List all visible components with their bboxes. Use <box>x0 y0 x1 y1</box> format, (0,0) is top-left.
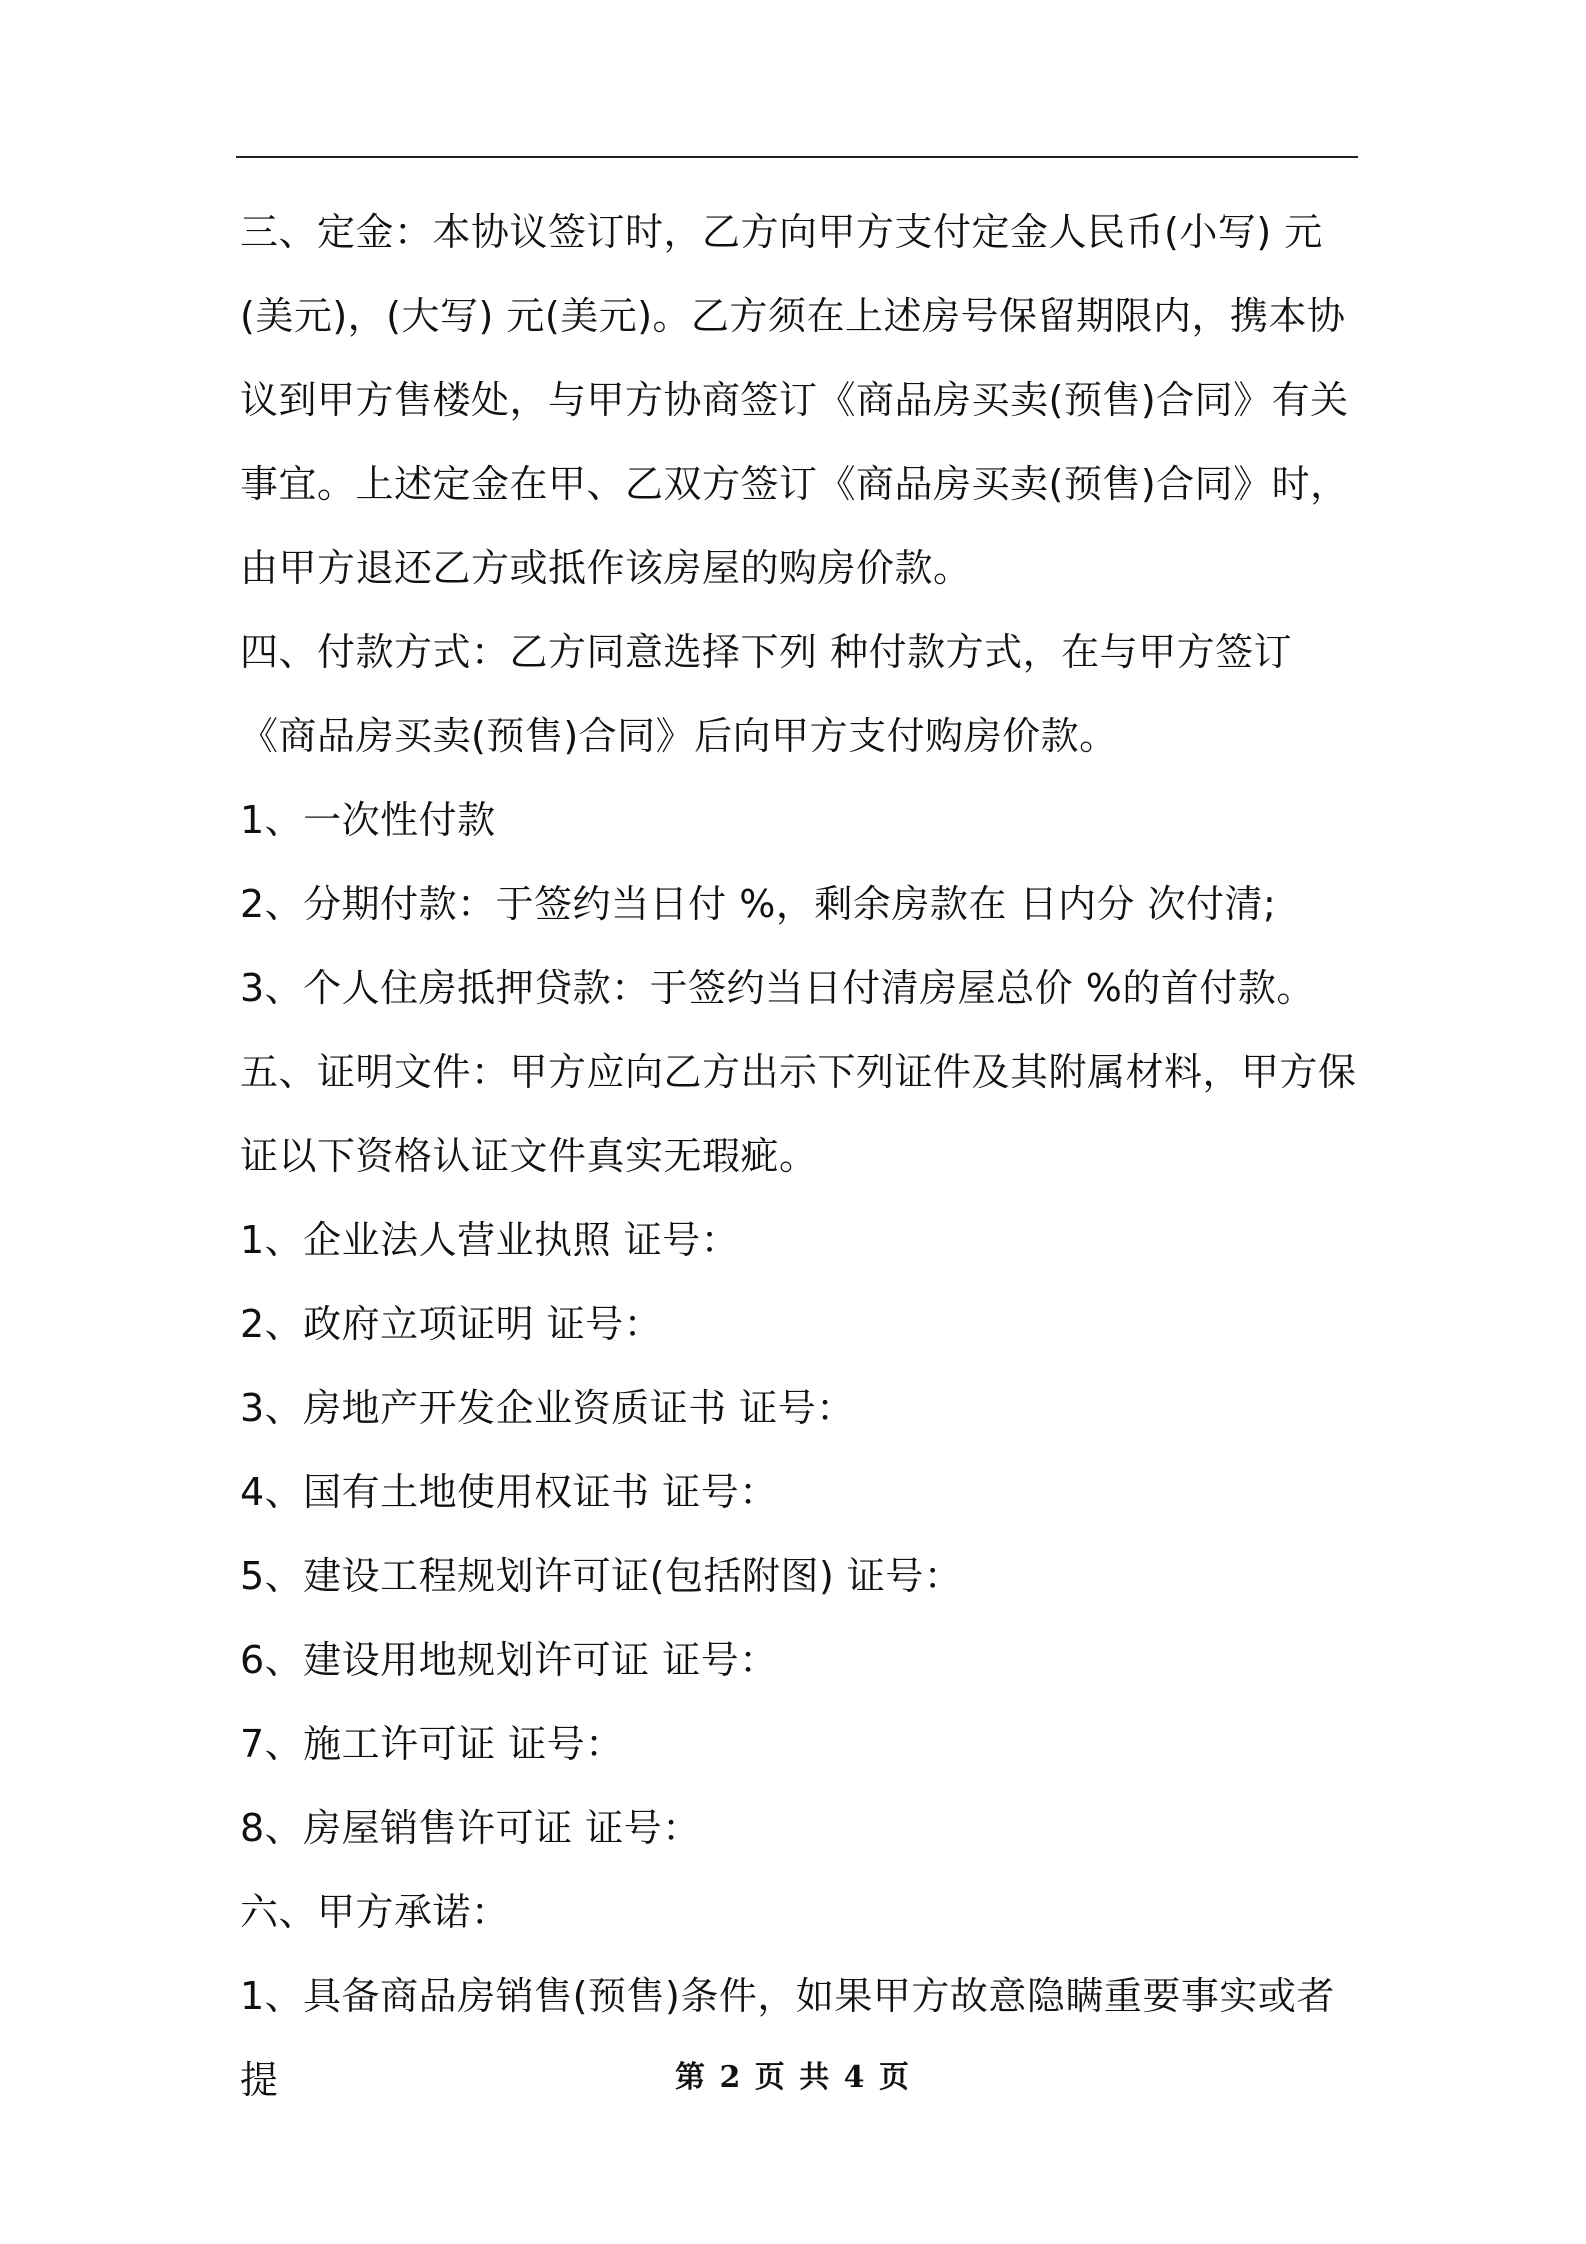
paragraph-certificates: 五、证明文件：甲方应向乙方出示下列证件及其附属材料，甲方保证以下资格认证文件真实无瑕疵。 <box>240 1050 1357 1178</box>
page-number: 第 2 页 共 4 页 <box>675 2060 911 2095</box>
list-item-mortgage: 3、个人住房抵押贷款：于签约当日付清房屋总价 %的首付款。 <box>240 966 1315 1010</box>
paragraph-payment-method: 四、付款方式：乙方同意选择下列 种付款方式，在与甲方签订《商品房买卖(预售)合同》后向甲方支付购房价款。 <box>240 630 1293 758</box>
list-item-business-license: 1、企业法人营业执照 证号： <box>240 1218 740 1262</box>
paragraph-deposit: 三、定金：本协议签订时，乙方向甲方支付定金人民币(小写) 元(美元)，(大写) 元(美元)。乙方须在上述房号保留期限内，携本协议到甲方售楼处，与甲方协商签订《商品房买卖(预售)合同》有关事宜。上述定金在甲、乙双方签订《商品房买卖(预售)合同》时，由甲方退还乙方或抵作该房屋的购房价款。 <box>240 210 1349 590</box>
list-item-project-approval: 2、政府立项证明 证号： <box>240 1302 663 1346</box>
list-item-sales-permit: 8、房屋销售许可证 证号： <box>240 1806 701 1850</box>
list-item-installment: 2、分期付款：于签约当日付 %，剩余房款在 日内分 次付清; <box>240 882 1277 926</box>
document-body <box>240 190 1360 2122</box>
header-rule <box>236 156 1358 158</box>
list-item-construction-permit: 7、施工许可证 证号： <box>240 1722 624 1766</box>
list-item-land-planning-permit: 6、建设用地规划许可证 证号： <box>240 1638 778 1682</box>
list-item-land-use-certificate: 4、国有土地使用权证书 证号： <box>240 1470 778 1514</box>
list-item-lump-sum: 1、一次性付款 <box>240 798 496 842</box>
list-item-sales-conditions: 1、具备商品房销售(预售)条件，如果甲方故意隐瞒重要事实或者提 <box>240 1974 1335 2102</box>
list-item-construction-planning-permit: 5、建设工程规划许可证(包括附图) 证号： <box>240 1554 963 1598</box>
list-item-developer-qualification: 3、房地产开发企业资质证书 证号： <box>240 1386 855 1430</box>
paragraph-party-a-commitment: 六、甲方承诺： <box>240 1890 510 1934</box>
